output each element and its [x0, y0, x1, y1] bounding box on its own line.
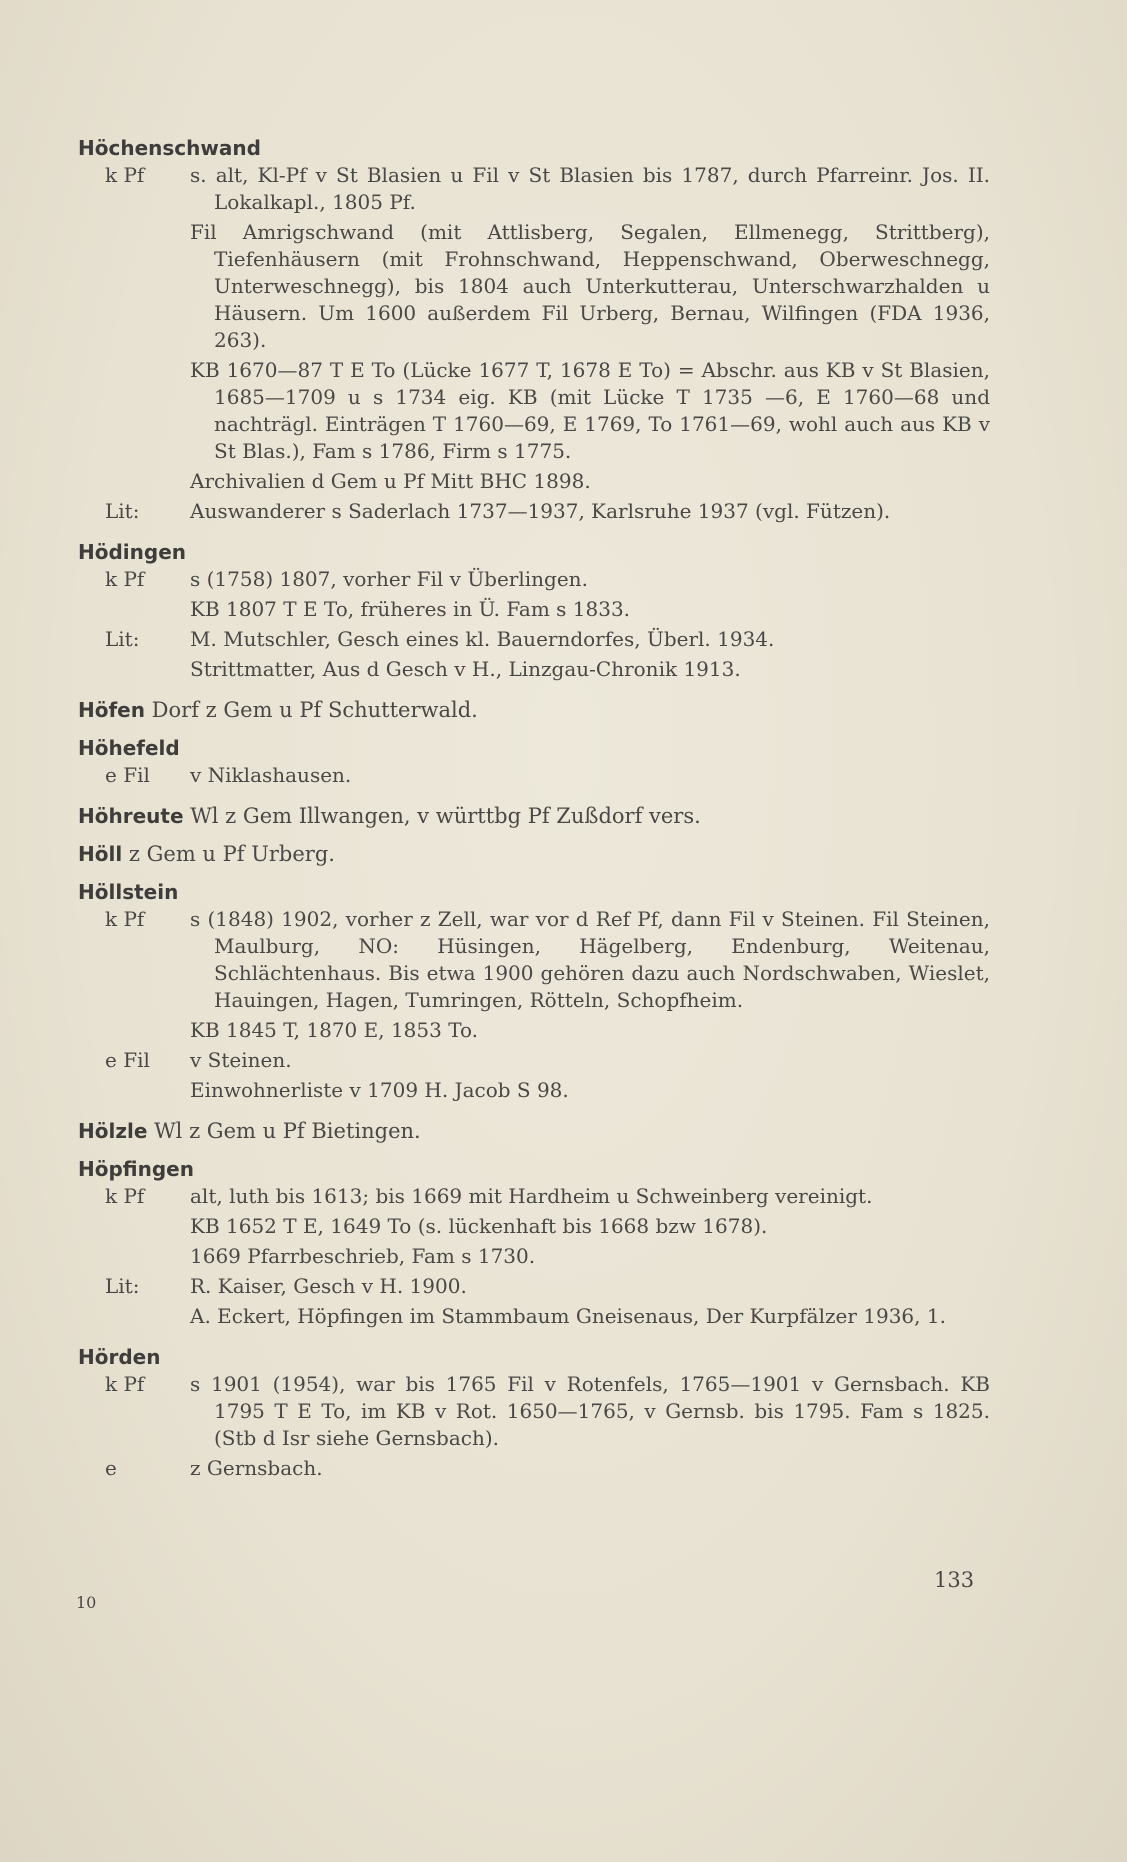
- entry-line: [78, 1117, 990, 1145]
- entry: [78, 696, 990, 724]
- row-label: Lit:: [105, 1274, 140, 1298]
- entry-heading: Hölzle: [78, 1119, 148, 1143]
- row-label: k Pf: [105, 163, 145, 187]
- row-label: k Pf: [105, 1184, 145, 1208]
- row-label: e Fil: [105, 763, 150, 787]
- entry-row: [78, 1047, 990, 1107]
- entry-row: [78, 1183, 990, 1273]
- entry-row: [78, 1371, 990, 1455]
- entry-heading: Höll: [78, 842, 123, 866]
- entry-row: [78, 566, 990, 626]
- entry-heading: Höhreute: [78, 804, 184, 828]
- paragraph: A. Eckert, Höpfingen im Stammbaum Gneisenaus, Der Kurpfälzer 1936, 1.: [190, 1304, 946, 1328]
- paragraph: s (1848) 1902, vorher z Zell, war vor d Ref Pf, dann Fil v Steinen. Fil Steinen, Maulburg, NO: Hüsingen, Hägelberg, Endenburg, Weitenau, Schlächtenhaus. Bis etwa 1900 gehören dazu auch Nordschwaben, Wieslet, Hauingen, Hagen, Tumringen, Rötteln, Schopfheim.: [190, 907, 990, 1012]
- paragraph: v Niklashausen.: [190, 763, 352, 787]
- entry: [78, 734, 990, 792]
- entry-heading: Höllstein: [78, 880, 179, 904]
- row-label: k Pf: [105, 907, 145, 931]
- paragraph: KB 1670—87 T E To (Lücke 1677 T, 1678 E To) = Abschr. aus KB v St Blasien, 1685—1709 u s 1734 eig. KB (mit Lücke T 1735 —6, E 1760—68 und nachträgl. Einträgen T 1760—69, E 1769, To 1761—69, wohl auch aus KB v St Blas.), Fam s 1786, Firm s 1775.: [190, 358, 990, 463]
- entry-text: Wl z Gem u Pf Bietingen.: [154, 1119, 421, 1143]
- entry-line: [78, 840, 990, 868]
- entry-row: [78, 1455, 990, 1485]
- row-text: [190, 566, 990, 626]
- entry-heading: Höhefeld: [78, 736, 180, 760]
- paragraph: s. alt, Kl-Pf v St Blasien u Fil v St Blasien bis 1787, durch Pfarreinr. Jos. II. Lokalkapl., 1805 Pf.: [190, 163, 990, 214]
- entry: [78, 840, 990, 868]
- paragraph: s (1758) 1807, vorher Fil v Überlingen.: [190, 567, 588, 591]
- row-text: [190, 626, 990, 686]
- paragraph: R. Kaiser, Gesch v H. 1900.: [190, 1274, 467, 1298]
- row-text: [190, 1273, 990, 1333]
- row-text: [190, 1047, 990, 1107]
- paragraph: z Gernsbach.: [190, 1456, 323, 1480]
- entry-heading: Höfen: [78, 698, 145, 722]
- entry-heading: Höchenschwand: [78, 136, 261, 160]
- row-text: [190, 498, 990, 528]
- row-text: [190, 1183, 990, 1273]
- paragraph: v Steinen.: [190, 1048, 292, 1072]
- paragraph: KB 1845 T, 1870 E, 1853 To.: [190, 1018, 479, 1042]
- entry-heading: Hörden: [78, 1345, 161, 1369]
- row-label: k Pf: [105, 1372, 145, 1396]
- printer-signature: 10: [76, 1593, 97, 1612]
- paragraph: Einwohnerliste v 1709 H. Jacob S 98.: [190, 1078, 569, 1102]
- paragraph: alt, luth bis 1613; bis 1669 mit Hardheim u Schweinberg vereinigt.: [190, 1184, 873, 1208]
- row-label: k Pf: [105, 567, 145, 591]
- row-text: [190, 162, 990, 498]
- entry-row: [78, 498, 990, 528]
- entry-line: [78, 696, 990, 724]
- paragraph: Archivalien d Gem u Pf Mitt BHC 1898.: [190, 469, 591, 493]
- row-text: [190, 1371, 990, 1455]
- entry-heading: Höpfingen: [78, 1157, 194, 1181]
- entry-row: [78, 162, 990, 498]
- row-text: [190, 1455, 990, 1485]
- entry-heading: Hödingen: [78, 540, 187, 564]
- entry: [78, 538, 990, 686]
- entry: [78, 1155, 990, 1333]
- paragraph: KB 1652 T E, 1649 To (s. lückenhaft bis 1668 bzw 1678).: [190, 1214, 768, 1238]
- row-text: [190, 906, 990, 1047]
- entry-row: [78, 1273, 990, 1333]
- entry: [78, 134, 990, 528]
- entry-line: [78, 802, 990, 830]
- entry: [78, 802, 990, 830]
- entry: [78, 1117, 990, 1145]
- row-label: Lit:: [105, 627, 140, 651]
- paragraph: KB 1807 T E To, früheres in Ü. Fam s 1833.: [190, 597, 631, 621]
- entry-row: [78, 906, 990, 1047]
- paragraph: s 1901 (1954), war bis 1765 Fil v Rotenfels, 1765—1901 v Gernsbach. KB 1795 T E To, im KB v Rot. 1650—1765, v Gernsb. bis 1795. Fam s 1825. (Stb d Isr siehe Gernsbach).: [190, 1372, 990, 1450]
- entry-text: Dorf z Gem u Pf Schutterwald.: [151, 698, 478, 722]
- paragraph: Strittmatter, Aus d Gesch v H., Linzgau-Chronik 1913.: [190, 657, 741, 681]
- paragraph: Fil Amrigschwand (mit Attlisberg, Segalen, Ellmenegg, Strittberg), Tiefenhäusern (mit Frohnschwand, Heppenschwand, Oberweschnegg, Unterweschnegg), bis 1804 auch Unterkutterau, Unterschwarzhalden u Häusern. Um 1600 außerdem Fil Urberg, Bernau, Wilfingen (FDA 1936, 263).: [190, 220, 990, 352]
- row-label: e: [105, 1456, 117, 1480]
- entry: [78, 1343, 990, 1485]
- entry-text: Wl z Gem Illwangen, v württbg Pf Zußdorf vers.: [190, 804, 701, 828]
- row-label: e Fil: [105, 1048, 150, 1072]
- paragraph: Auswanderer s Saderlach 1737—1937, Karlsruhe 1937 (vgl. Fützen).: [190, 499, 891, 523]
- entry-row: [78, 626, 990, 686]
- entry-row: [78, 762, 990, 792]
- paragraph: 1669 Pfarrbeschrieb, Fam s 1730.: [190, 1244, 536, 1268]
- row-text: [190, 762, 990, 792]
- page-number: 133: [934, 1568, 975, 1592]
- row-label: Lit:: [105, 499, 140, 523]
- paragraph: M. Mutschler, Gesch eines kl. Bauerndorfes, Überl. 1934.: [190, 627, 775, 651]
- entry-text: z Gem u Pf Urberg.: [128, 842, 335, 866]
- entry: [78, 878, 990, 1107]
- gazetteer-entries: [78, 134, 990, 1495]
